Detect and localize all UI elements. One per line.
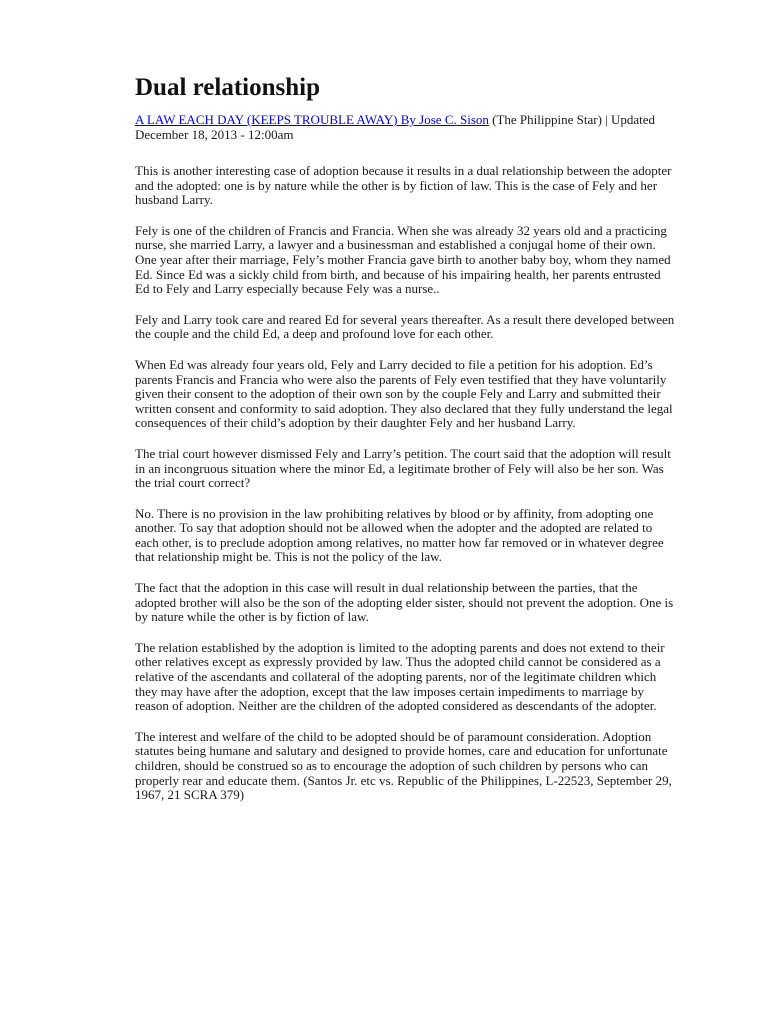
page-title: Dual relationship [135,74,320,101]
paragraph-8: The relation established by the adoption is limited to the adopting parents and does not extend to their other relatives except as expressly provided by law. Thus the adopted child cannot be considered as a relative of the ascendants and collateral of the adopting parents, nor of the legitimate children which they may have after the adoption, except that the law imposes certain impediments to marriage by reason of adoption. Neither are the children of the adopted considered as descendants of the adopter. [135,639,665,714]
paragraph-4: When Ed was already four years old, Fely and Larry decided to file a petition for his adoption. Ed’s parents Francis and Francia who were also the parents of Fely even testified that they have voluntarily given their consent to the adoption of their own son by the couple Fely and Larry and submitted their written consent and conformity to said adoption. They also declared that they fully understand the legal consequences of their child’s adoption by their daughter Fely and her husband Larry. [135,356,673,431]
paragraph-1: This is another interesting case of adoption because it results in a dual relationship between the adopter and the adopted: one is by nature while the other is by fiction of law. This is the case of Fely and her husband Larry. [135,163,672,208]
paragraph-7: The fact that the adoption in this case will result in dual relationship between the parties, that the adopted brother will also be the son of the adopting elder sister, should not prevent the adoption. One is by nature while the other is by fiction of law. [135,580,674,625]
paragraph-3: Fely and Larry took care and reared Ed for several years thereafter. As a result there developed between the couple and the child Ed, a deep and profound love for each other. [135,311,675,342]
paragraph-5: The trial court however dismissed Fely and Larry’s petition. The court said that the adoption will result in an incongruous situation where the minor Ed, a legitimate brother of Fely will also be her son. Was the trial court correct? [135,445,671,491]
paragraph-6: No. There is no provision in the law prohibiting relatives by blood or by affinity, from adopting one another. To say that adoption should not be allowed when the adopter and the adopted are related to each other, is to preclude adoption among relatives, no matter how far removed or in whatever degree that relationship might be. This is not the policy of the law. [135,505,664,565]
paragraph-9: The interest and welfare of the child to be adopted should be of paramount consideration. Adoption statutes being humane and salutary and designed to provide homes, care and education for unfortunate children, should be construed so as to encourage the adoption of such children by persons who can properly rear and educate them. (Santos Jr. etc vs. Republic of the Philippines, L-22523, September 29, 1967, 21 SCRA 379) [135,728,672,803]
column-link[interactable]: A LAW EACH DAY (KEEPS TROUBLE AWAY) By Jose C. Sison [135,112,489,127]
byline-source-date: (The Philippine Star) | Updated December 18, 2013 - 12:00am [135,112,656,142]
byline [135,112,657,142]
paragraph-2: Fely is one of the children of Francis and Francia. When she was already 32 years old and a practicing nurse, she married Larry, a lawyer and a businessman and established a conjugal home of their own. One year after their marriage, Fely’s mother Francia gave birth to another baby boy, whom they named Ed. Since Ed was a sickly child from birth, and because of his impairing health, her parents entrusted Ed to Fely and Larry especially because Fely was a nurse.. [135,222,671,297]
